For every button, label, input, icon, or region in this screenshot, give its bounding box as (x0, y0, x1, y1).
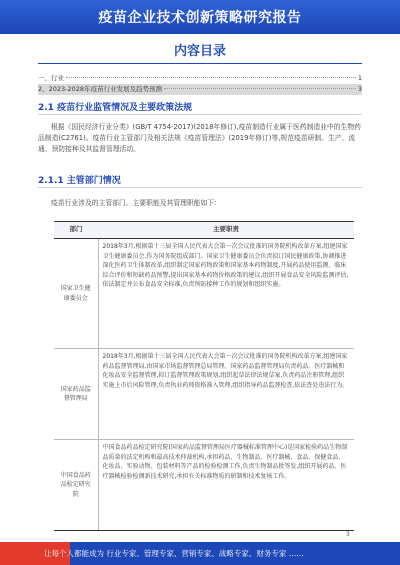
report-title: 疫苗企业技术创新策略研究报告 (98, 10, 302, 26)
body-paragraph: 疫苗行业涉及的主管部门、主要职能及其管理职能如下: (51, 199, 217, 207)
toc-item-selected[interactable] (38, 84, 362, 95)
table-cell-duty: 2018年3月,根据第十三届全国人民代表大会第一次会议批准的国务院机构改革方案,组建国家药品监督管理局,由国家市场监督管理总局管理。国家药品监督管理局负责药品、医疗器械和化妆品安全监督管理,拟订监督管理政策规划,组织起草法律法规草案,负责药品注册管理,组织实施上市后风险管理,负责执业药师资格准入管理,组织指导药品监督检查,依法查处违法行为。 (98, 349, 354, 440)
table-row (54, 239, 354, 349)
toc-item-label: 2、2023-2028年疫苗行业发展及趋势预测 (38, 85, 163, 93)
footer-slogan: 让每个人都能成为 行业专家、管理专家、营销专家、战略专家、财务专家 …… (44, 549, 304, 558)
table-header-duty: 主要职责 (98, 222, 354, 239)
toc-item-label: 一、行业 (38, 74, 64, 82)
toc-title: 内容目录 (173, 44, 226, 59)
body-paragraph: 根据《国民经济行业分类》(GB/T 4754-2017)(2018年修订),疫苗制造行业属于医药制造业中的生物药品制造(C2761)。疫苗行业主管部门及相关法规《疫苗管理法》(2019年修订)等,规范疫苗研制、生产、流通、预防接种及其监督管理活动。 (38, 123, 361, 153)
toc-item[interactable] (38, 73, 362, 84)
section-heading: 2.1 疫苗行业监管情况及主要政策法规 (38, 103, 193, 113)
agency-table (54, 221, 354, 531)
table-row (54, 440, 354, 531)
table-cell-duty: 中国食品药品检定研究院(国家药品监督管理局医疗器械标准管理中心)是国家检验药品生物制品质量的法定机构和最高技术仲裁机构,承担药品、生物制品、医疗器械、食品、保健食品、化妆品、实验动物、包装材料等产品的检验检测工作,负责生物制品批签发,组织开展药品、医疗器械检验检测新技术研究,承担有关标准物质的研制和技术复核工作。 (98, 440, 354, 531)
table-cell-dept: 国家药品监督管理局 (54, 349, 98, 440)
section-divider (38, 187, 362, 188)
page-footer (0, 542, 400, 565)
page-number: 3 (346, 531, 350, 538)
table-cell-dept: 国家卫生健康委员会 (54, 239, 98, 349)
page-header (0, 0, 400, 34)
table-row (54, 349, 354, 440)
toc-item-page: 1 (357, 74, 362, 82)
section-divider (38, 114, 362, 115)
table-header-row (54, 222, 354, 239)
toc-leader-dots (66, 77, 356, 78)
toc-item-page: 3 (357, 85, 362, 93)
table-cell-duty: 2018年3月,根据第十三届全国人民代表大会第一次会议批准的国务院机构改革方案,组建国家卫生健康委员会,作为国务院组成部门。国家卫生健康委员会负责拟订国民健康政策,协调推进深化医药卫生体制改革,组织制定国家药物政策和国家基本药物制度,开展药品使用监测、临床综合评价和短缺药品预警,提出国家基本药物价格政策的建议,组织开展食品安全风险监测评估,依法制定并公布食品安全标准,负责预防接种工作的规划和组织实施。 (98, 239, 354, 349)
toc-divider (38, 63, 362, 64)
table-cell-dept: 中国食品药品检定研究院 (54, 440, 98, 531)
subsection-heading: 2.1.1 主管部门情况 (38, 176, 121, 186)
toc-leader-dots (164, 88, 356, 89)
table-header-dept: 部门 (54, 222, 98, 239)
